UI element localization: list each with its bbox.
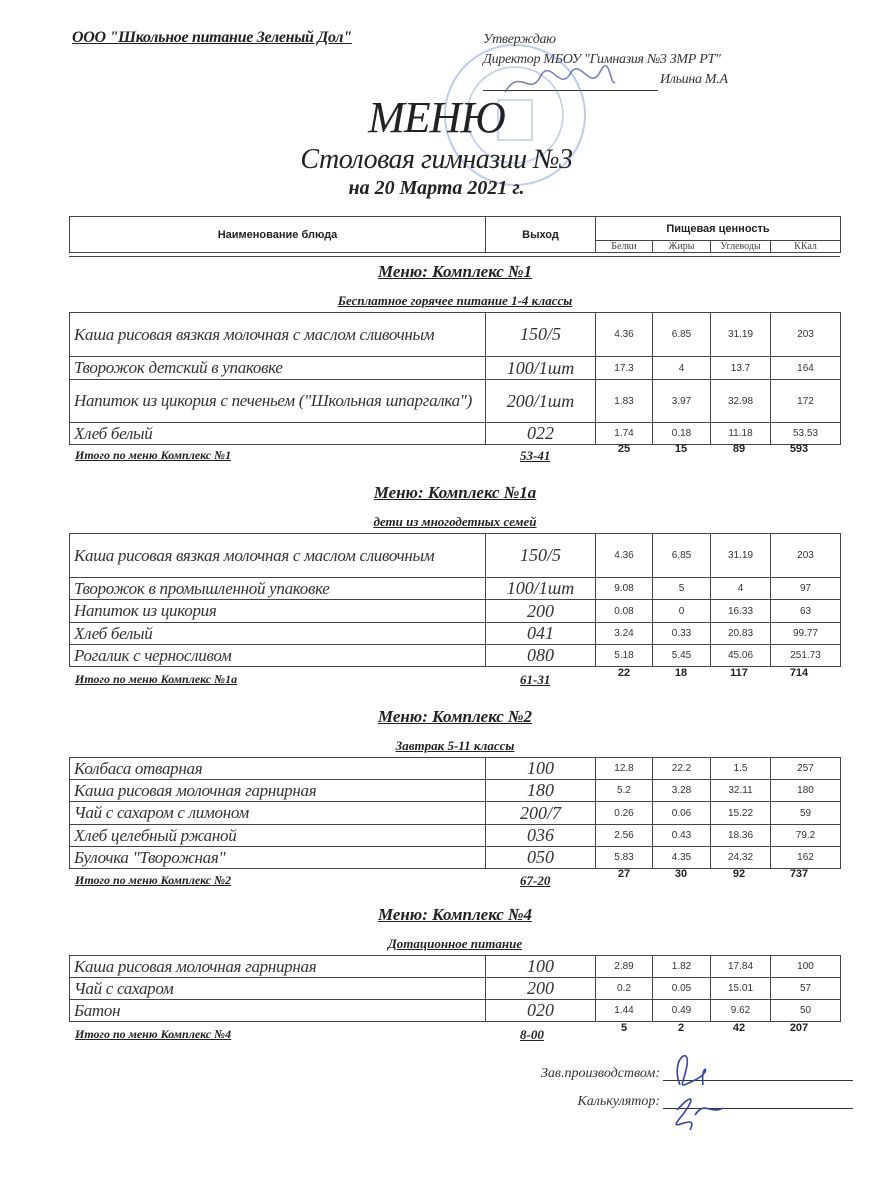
dish-carbs: 16.33 xyxy=(711,600,771,623)
dish-name: Хлеб белый xyxy=(70,623,486,645)
total-carbs: 89 xyxy=(732,443,746,455)
dish-protein: 0.2 xyxy=(596,978,653,1000)
total-protein: 27 xyxy=(617,868,631,880)
table-row xyxy=(70,825,841,847)
dish-protein: 0.08 xyxy=(596,600,653,623)
dish-kcal: 180 xyxy=(771,780,841,802)
dish-output: 100 xyxy=(486,758,596,780)
dish-protein: 3.24 xyxy=(596,623,653,645)
director-name: Ильина М.А xyxy=(660,72,728,87)
dish-protein: 2.56 xyxy=(596,825,653,847)
dish-kcal: 100 xyxy=(771,956,841,978)
total-kcal: 593 xyxy=(789,443,809,455)
section-subtitle: Завтрак 5-11 классы xyxy=(395,738,515,753)
col-name-header: Наименование блюда xyxy=(70,217,486,253)
dish-protein: 12.8 xyxy=(596,758,653,780)
dish-carbs: 11.18 xyxy=(711,423,771,445)
table-row xyxy=(70,978,841,1000)
dish-fat: 22.2 xyxy=(653,758,711,780)
dish-kcal: 164 xyxy=(771,357,841,380)
dish-name: Чай с сахаром xyxy=(70,978,486,1000)
col-fat-header: Жиры xyxy=(653,241,711,253)
dish-fat: 6.85 xyxy=(653,313,711,357)
table-row xyxy=(70,423,841,445)
dish-protein: 5.83 xyxy=(596,847,653,869)
dish-output: 050 xyxy=(486,847,596,869)
section-title: Меню: Комплекс №1 xyxy=(377,262,533,281)
section-title: Меню: Комплекс №4 xyxy=(377,905,533,924)
section-subtitle: Бесплатное горячее питание 1-4 классы xyxy=(337,293,573,308)
total-kcal: 207 xyxy=(789,1022,809,1034)
table-row xyxy=(70,758,841,780)
header-divider xyxy=(69,256,840,257)
dish-kcal: 63 xyxy=(771,600,841,623)
dish-kcal: 99.77 xyxy=(771,623,841,645)
table-row xyxy=(70,357,841,380)
dish-kcal: 59 xyxy=(771,802,841,825)
table-row xyxy=(70,380,841,423)
dish-kcal: 203 xyxy=(771,534,841,578)
dish-kcal: 97 xyxy=(771,578,841,600)
total-label: Итого по меню Комплекс №1а xyxy=(75,672,238,686)
dish-kcal: 251.73 xyxy=(771,645,841,667)
dish-output: 100/1шт xyxy=(486,357,596,380)
table-row xyxy=(70,645,841,667)
total-carbs: 42 xyxy=(732,1022,746,1034)
approval-label: Утверждаю xyxy=(483,32,556,47)
table-row xyxy=(70,313,841,357)
dish-carbs: 4 xyxy=(711,578,771,600)
dish-name: Хлеб белый xyxy=(70,423,486,445)
dish-kcal: 53.53 xyxy=(771,423,841,445)
dish-carbs: 17.84 xyxy=(711,956,771,978)
section-title: Меню: Комплекс №2 xyxy=(377,707,533,726)
dish-fat: 0.06 xyxy=(653,802,711,825)
dish-fat: 3.28 xyxy=(653,780,711,802)
total-kcal: 714 xyxy=(789,667,809,679)
dish-output: 036 xyxy=(486,825,596,847)
dish-protein: 2.89 xyxy=(596,956,653,978)
dish-output: 200 xyxy=(486,978,596,1000)
menu-table xyxy=(69,312,841,445)
dish-fat: 3.97 xyxy=(653,380,711,423)
dish-protein: 5.18 xyxy=(596,645,653,667)
dish-output: 080 xyxy=(486,645,596,667)
total-price: 67-20 xyxy=(520,873,551,888)
dish-carbs: 32.98 xyxy=(711,380,771,423)
table-row xyxy=(70,578,841,600)
dish-output: 041 xyxy=(486,623,596,645)
section-subtitle: Дотационное питание xyxy=(387,936,523,951)
dish-kcal: 257 xyxy=(771,758,841,780)
dish-carbs: 31.19 xyxy=(711,534,771,578)
total-fat: 30 xyxy=(674,868,688,880)
dish-fat: 0.05 xyxy=(653,978,711,1000)
dish-carbs: 9.62 xyxy=(711,1000,771,1022)
table-row xyxy=(70,1000,841,1022)
dish-kcal: 57 xyxy=(771,978,841,1000)
dish-name: Колбаса отварная xyxy=(70,758,486,780)
organization-name: ООО "Школьное питание Зеленый Дол" xyxy=(72,29,352,46)
dish-fat: 4 xyxy=(653,357,711,380)
dish-output: 100 xyxy=(486,956,596,978)
menu-date: на 20 Марта 2021 г. xyxy=(348,177,525,199)
dish-carbs: 45.06 xyxy=(711,645,771,667)
dish-fat: 0 xyxy=(653,600,711,623)
dish-name: Рогалик с черносливом xyxy=(70,645,486,667)
dish-name: Творожок детский в упаковке xyxy=(70,357,486,380)
page-subtitle: Столовая гимназии №3 xyxy=(300,144,573,175)
dish-name: Каша рисовая вязкая молочная с маслом сливочным xyxy=(70,313,486,357)
total-protein: 22 xyxy=(617,667,631,679)
dish-protein: 17.3 xyxy=(596,357,653,380)
total-protein: 5 xyxy=(620,1022,628,1034)
dish-kcal: 50 xyxy=(771,1000,841,1022)
column-header-table xyxy=(69,216,841,253)
dish-fat: 6.85 xyxy=(653,534,711,578)
dish-carbs: 31.19 xyxy=(711,313,771,357)
col-protein-header: Белки xyxy=(596,241,653,253)
dish-kcal: 203 xyxy=(771,313,841,357)
table-row xyxy=(70,780,841,802)
dish-carbs: 1.5 xyxy=(711,758,771,780)
total-price: 8-00 xyxy=(520,1027,544,1042)
table-row xyxy=(70,956,841,978)
menu-table xyxy=(69,955,841,1022)
dish-protein: 4.36 xyxy=(596,313,653,357)
dish-name: Напиток из цикория с печеньем ("Школьная шпаргалка") xyxy=(70,380,486,423)
dish-name: Хлеб целебный ржаной xyxy=(70,825,486,847)
menu-table xyxy=(69,533,841,667)
dish-name: Каша рисовая вязкая молочная с маслом сливочным xyxy=(70,534,486,578)
dish-output: 200/7 xyxy=(486,802,596,825)
dish-carbs: 24.32 xyxy=(711,847,771,869)
dish-fat: 4.35 xyxy=(653,847,711,869)
total-price: 53-41 xyxy=(520,448,551,463)
col-output-header: Выход xyxy=(486,217,596,253)
dish-fat: 5.45 xyxy=(653,645,711,667)
signatures-icon xyxy=(665,1040,725,1130)
dish-carbs: 20.83 xyxy=(711,623,771,645)
dish-protein: 4.36 xyxy=(596,534,653,578)
dish-fat: 0.33 xyxy=(653,623,711,645)
total-fat: 15 xyxy=(674,443,688,455)
col-nutrition-header: Пищевая ценность xyxy=(596,217,841,241)
total-label: Итого по меню Комплекс №1 xyxy=(75,448,232,462)
dish-kcal: 172 xyxy=(771,380,841,423)
dish-output: 100/1шт xyxy=(486,578,596,600)
dish-output: 022 xyxy=(486,423,596,445)
dish-output: 020 xyxy=(486,1000,596,1022)
total-label: Итого по меню Комплекс №4 xyxy=(75,1027,232,1041)
dish-name: Каша рисовая молочная гарнирная xyxy=(70,780,486,802)
col-carbs-header: Углеводы xyxy=(711,241,771,253)
total-fat: 18 xyxy=(674,667,688,679)
total-carbs: 117 xyxy=(730,667,748,679)
dish-name: Творожок в промышленной упаковке xyxy=(70,578,486,600)
col-kcal-header: ККал xyxy=(771,241,841,253)
dish-protein: 0.26 xyxy=(596,802,653,825)
dish-output: 150/5 xyxy=(486,534,596,578)
dish-fat: 5 xyxy=(653,578,711,600)
dish-kcal: 79.2 xyxy=(771,825,841,847)
dish-protein: 1.83 xyxy=(596,380,653,423)
dish-name: Чай с сахаром с лимоном xyxy=(70,802,486,825)
table-row xyxy=(70,600,841,623)
total-protein: 25 xyxy=(617,443,631,455)
total-fat: 2 xyxy=(677,1022,685,1034)
table-row xyxy=(70,623,841,645)
dish-fat: 0.49 xyxy=(653,1000,711,1022)
total-label: Итого по меню Комплекс №2 xyxy=(75,873,232,887)
production-head-label: Зав.производством: xyxy=(540,1066,660,1081)
table-row xyxy=(70,802,841,825)
dish-output: 180 xyxy=(486,780,596,802)
dish-carbs: 18.36 xyxy=(711,825,771,847)
dish-carbs: 13.7 xyxy=(711,357,771,380)
table-row xyxy=(70,847,841,869)
dish-name: Булочка "Творожная" xyxy=(70,847,486,869)
dish-protein: 1.44 xyxy=(596,1000,653,1022)
dish-protein: 1.74 xyxy=(596,423,653,445)
dish-name: Каша рисовая молочная гарнирная xyxy=(70,956,486,978)
dish-carbs: 15.22 xyxy=(711,802,771,825)
dish-output: 200 xyxy=(486,600,596,623)
dish-name: Напиток из цикория xyxy=(70,600,486,623)
page-title: МЕНЮ xyxy=(368,93,505,142)
total-price: 61-31 xyxy=(520,672,551,687)
section-subtitle: дети из многодетных семей xyxy=(373,514,537,529)
dish-output: 200/1шт xyxy=(486,380,596,423)
director-title: Директор МБОУ "Гимназия №3 ЗМР РТ" xyxy=(483,52,721,67)
dish-carbs: 15.01 xyxy=(711,978,771,1000)
dish-fat: 0.43 xyxy=(653,825,711,847)
total-carbs: 92 xyxy=(732,868,746,880)
total-kcal: 737 xyxy=(789,868,809,880)
section-title: Меню: Комплекс №1а xyxy=(373,483,537,502)
dish-fat: 1.82 xyxy=(653,956,711,978)
dish-protein: 5.2 xyxy=(596,780,653,802)
dish-protein: 9.08 xyxy=(596,578,653,600)
table-row xyxy=(70,534,841,578)
dish-name: Батон xyxy=(70,1000,486,1022)
calculator-label: Калькулятор: xyxy=(577,1094,660,1109)
dish-carbs: 32.11 xyxy=(711,780,771,802)
dish-kcal: 162 xyxy=(771,847,841,869)
dish-fat: 0.18 xyxy=(653,423,711,445)
dish-output: 150/5 xyxy=(486,313,596,357)
menu-table xyxy=(69,757,841,869)
